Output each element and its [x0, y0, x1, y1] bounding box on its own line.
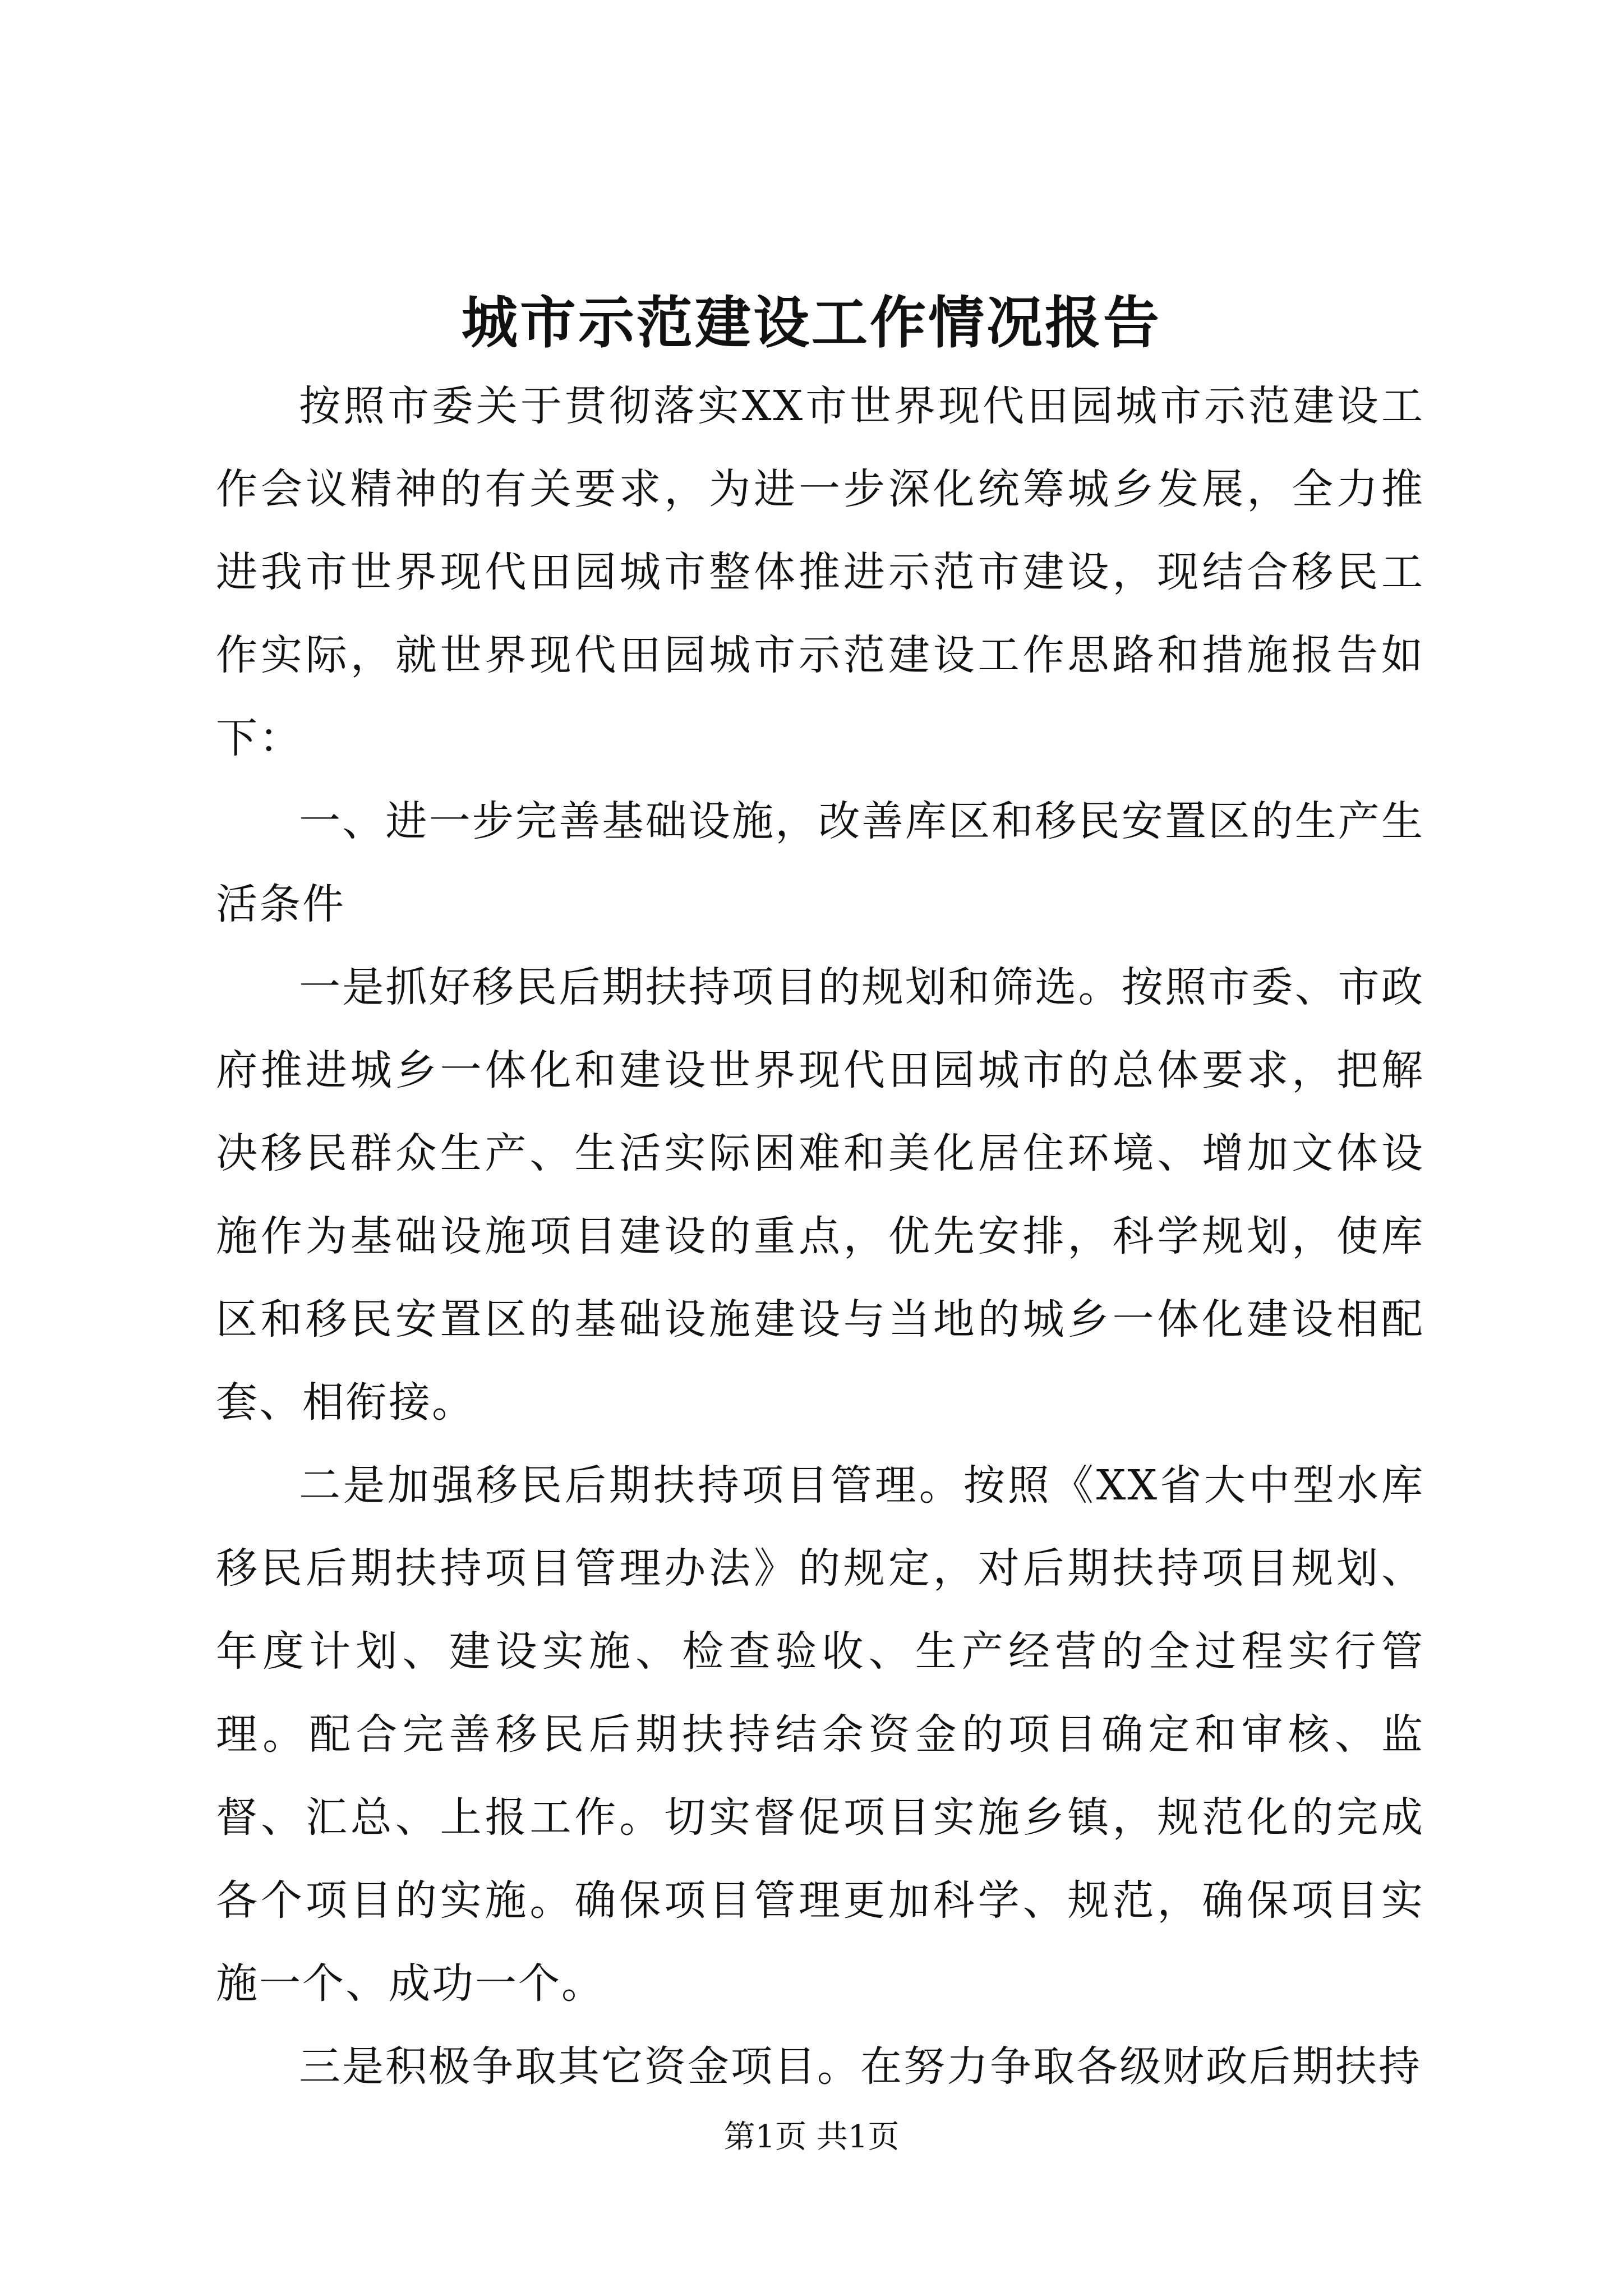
paragraph-intro: 按照市委关于贯彻落实XX市世界现代田园城市示范建设工作会议精神的有关要求，为进一步深化统筹城乡发展，全力推进我市世界现代田园城市整体推进示范市建设，现结合移民工作实际，就世界现代田园城市示范建设工作思路和措施报告如下： — [216, 382, 1424, 762]
section-heading-1: 一、进一步完善基础设施，改善库区和移民安置区的生产生活条件 — [216, 797, 1424, 928]
document-body — [216, 365, 1424, 2108]
page-footer: 第1页 共1页 — [723, 2119, 900, 2155]
paragraph-point-1: 一是抓好移民后期扶持项目的规划和筛选。按照市委、市政府推进城乡一体化和建设世界现代田园城市的总体要求，把解决移民群众生产、生活实际困难和美化居住环境、增加文体设施作为基础设施项目建设的重点，优先安排，科学规划，使库区和移民安置区的基础设施建设与当地的城乡一体化建设相配套、相衔接。 — [216, 963, 1424, 1427]
document-title: 城市示范建设工作情况报告 — [462, 289, 1161, 356]
paragraph-point-3: 三是积极争取其它资金项目。在努力争取各级财政后期扶持 — [299, 2042, 1422, 2091]
paragraph-point-2: 二是加强移民后期扶持项目管理。按照《XX省大中型水库移民后期扶持项目管理办法》的规定，对后期扶持项目规划、年度计划、建设实施、检查验收、生产经营的全过程实行管理。配合完善移民后期扶持结余资金的项目确定和审核、监督、汇总、上报工作。切实督促项目实施乡镇，规范化的完成各个项目的实施。确保项目管理更加科学、规范，确保项目实施一个、成功一个。 — [216, 1461, 1424, 2008]
